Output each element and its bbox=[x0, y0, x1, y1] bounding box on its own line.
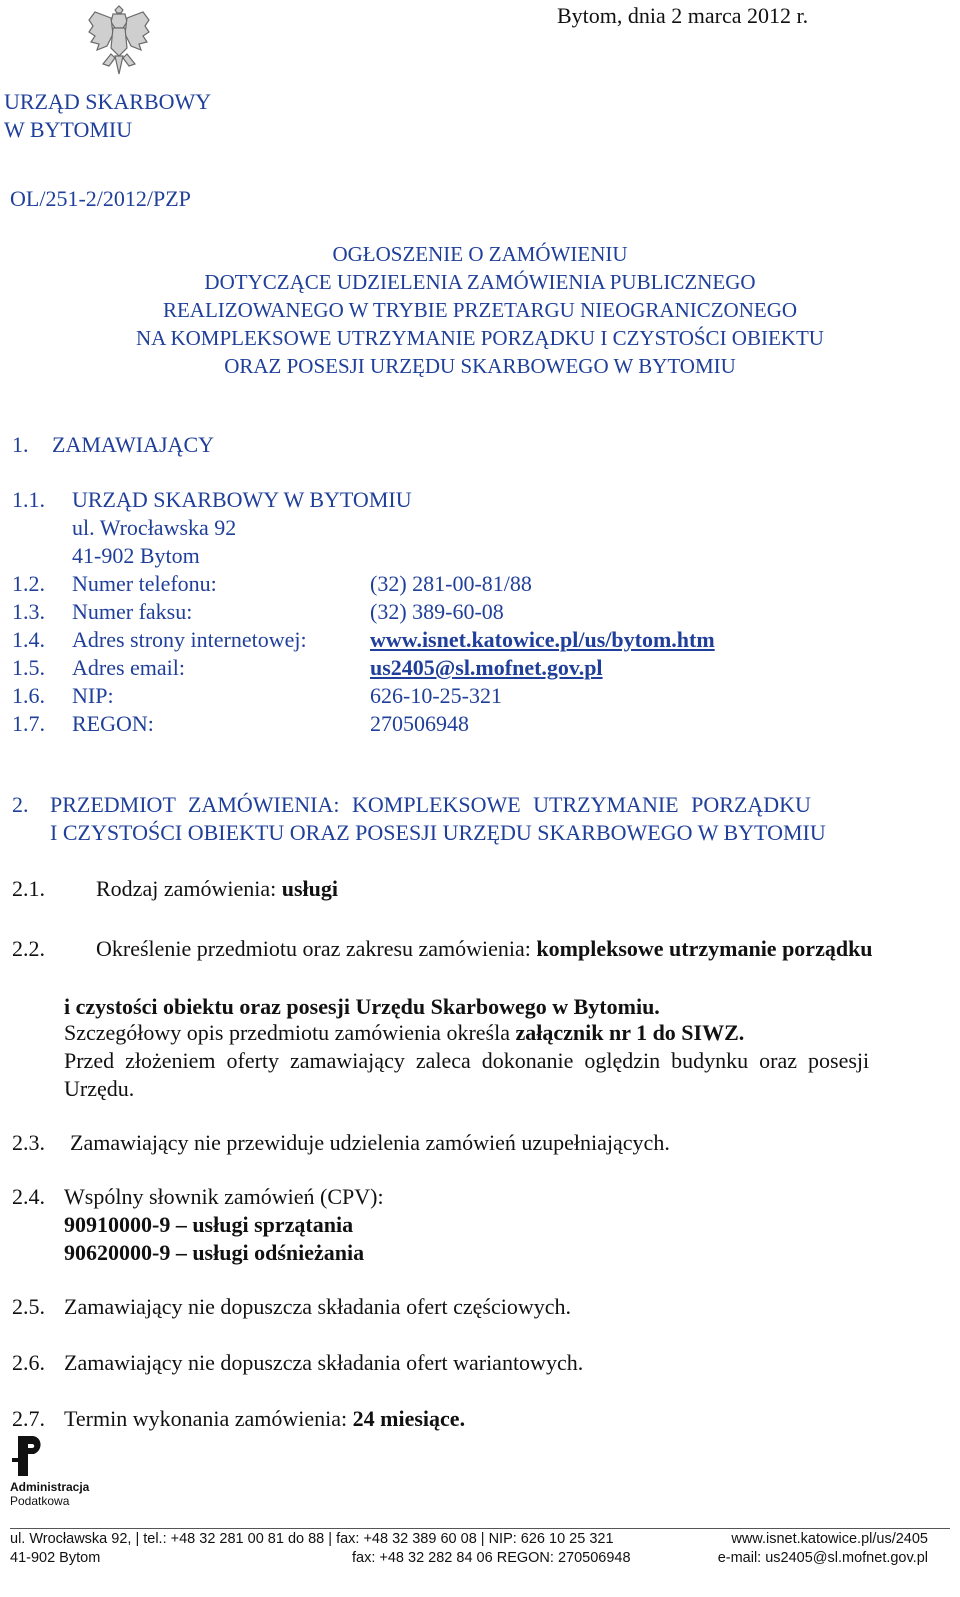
scope-line bbox=[96, 936, 873, 962]
footer-address-line1: ul. Wrocławska 92, | tel.: +48 32 281 00 81 do 88 | fax: +48 32 389 60 08 | NIP: 626 10 25 321 bbox=[10, 1531, 614, 1547]
footer-email: e-mail: us2405@sl.mofnet.gov.pl bbox=[717, 1550, 928, 1566]
scope-detail-attachment: załącznik nr 1 do SIWZ. bbox=[515, 1020, 745, 1045]
s26-text: Zamawiający nie dopuszcza składania ofert wariantowych. bbox=[64, 1350, 584, 1375]
scope-detail-text: Szczegółowy opis przedmiotu zamówienia określa bbox=[64, 1020, 510, 1045]
scope-label: Określenie przedmiotu oraz zakresu zamówienia: bbox=[96, 936, 531, 961]
fax-label: Numer faksu: bbox=[72, 599, 193, 624]
regon-label: REGON: bbox=[72, 711, 154, 736]
s25-number: 2.5. bbox=[12, 1294, 45, 1319]
website-link[interactable]: www.isnet.katowice.pl/us/bytom.htm bbox=[370, 627, 715, 652]
cpv-code-2: 90620000-9 – usługi odśnieżania bbox=[64, 1240, 365, 1265]
section2-heading-line2: I CZYSTOŚCI OBIEKTU ORAZ POSESJI URZĘDU SKARBOWEGO W BYTOMIU bbox=[50, 820, 826, 845]
order-type bbox=[96, 876, 338, 902]
regon-value: 270506948 bbox=[370, 711, 469, 736]
s23-text: Zamawiający nie przewiduje udzielenia zamówień uzupełniających. bbox=[70, 1130, 670, 1155]
email-label: Adres email: bbox=[72, 655, 186, 680]
order-type-value: usługi bbox=[281, 876, 338, 901]
phone-value: (32) 281-00-81/88 bbox=[370, 571, 532, 596]
nip-value: 626-10-25-321 bbox=[370, 683, 502, 708]
s26-number: 2.6. bbox=[12, 1350, 45, 1375]
logo-text-line1: Administracja bbox=[10, 1480, 90, 1494]
scope-value-continued: i czystości obiektu oraz posesji Urzędu Skarbowego w Bytomiu. bbox=[64, 994, 660, 1019]
term-value: 24 miesiące. bbox=[352, 1406, 466, 1431]
scope-detail bbox=[64, 1020, 744, 1046]
row-num: 1.5. bbox=[12, 655, 45, 680]
row-num: 1.2. bbox=[12, 571, 45, 596]
site-visit-line1: Przed złożeniem oferty zamawiający zaleca dokonanie oględzin budynku oraz posesji bbox=[64, 1048, 870, 1073]
term-line bbox=[64, 1406, 465, 1432]
title-line-4: NA KOMPLEKSOWE UTRZYMANIE PORZĄDKU I CZYSTOŚCI OBIEKTU bbox=[136, 326, 824, 350]
email-link[interactable]: us2405@sl.mofnet.gov.pl bbox=[370, 655, 603, 680]
office-name-line1: URZĄD SKARBOWY bbox=[4, 89, 212, 114]
office-name-line2: W BYTOMIU bbox=[4, 117, 133, 142]
document-date: Bytom, dnia 2 marca 2012 r. bbox=[557, 3, 809, 28]
row-num: 1.7. bbox=[12, 711, 45, 736]
s25-text: Zamawiający nie dopuszcza składania ofert częściowych. bbox=[64, 1294, 571, 1319]
nip-label: NIP: bbox=[72, 683, 114, 708]
title-line-5: ORAZ POSESJI URZĘDU SKARBOWEGO W BYTOMIU bbox=[224, 354, 736, 378]
title-line-1: OGŁOSZENIE O ZAMÓWIENIU bbox=[332, 242, 628, 266]
s23-number: 2.3. bbox=[12, 1130, 45, 1155]
s27-number: 2.7. bbox=[12, 1406, 45, 1431]
contracting-street: ul. Wrocławska 92 bbox=[72, 515, 237, 540]
site-visit-line2: Urzędu. bbox=[64, 1076, 135, 1101]
reference-number: OL/251-2/2012/PZP bbox=[10, 186, 191, 211]
fax-value: (32) 389-60-08 bbox=[370, 599, 504, 624]
scope-value: kompleksowe utrzymanie porządku bbox=[536, 936, 873, 961]
section1-number: 1. bbox=[12, 432, 29, 457]
footer-address-line2: 41-902 Bytom bbox=[10, 1550, 101, 1566]
term-label: Termin wykonania zamówienia: bbox=[64, 1406, 348, 1431]
footer-divider bbox=[10, 1528, 950, 1529]
s22-number: 2.2. bbox=[12, 936, 45, 961]
section2-heading-line1: PRZEDMIOT ZAMÓWIENIA: KOMPLEKSOWE UTRZYMANIE PORZĄDKU bbox=[50, 792, 811, 817]
cpv-code-1: 90910000-9 – usługi sprzątania bbox=[64, 1212, 354, 1237]
row-num: 1.6. bbox=[12, 683, 45, 708]
order-type-label: Rodzaj zamówienia: bbox=[96, 876, 277, 901]
logo-text-line2: Podatkowa bbox=[10, 1494, 70, 1508]
s21-number: 2.1. bbox=[12, 876, 45, 901]
title-line-3: REALIZOWANEGO W TRYBIE PRZETARGU NIEOGRANICZONEGO bbox=[162, 298, 798, 322]
phone-label: Numer telefonu: bbox=[72, 571, 217, 596]
row-num: 1.4. bbox=[12, 627, 45, 652]
footer-fax-regon: fax: +48 32 282 84 06 REGON: 270506948 bbox=[352, 1550, 631, 1566]
row-num: 1.3. bbox=[12, 599, 45, 624]
s24-number: 2.4. bbox=[12, 1184, 45, 1209]
website-label: Adres strony internetowej: bbox=[72, 627, 307, 652]
contracting-name: URZĄD SKARBOWY W BYTOMIU bbox=[72, 487, 412, 512]
footer-website: www.isnet.katowice.pl/us/2405 bbox=[731, 1531, 928, 1547]
section1-heading: ZAMAWIAJĄCY bbox=[52, 432, 215, 457]
announcement-title bbox=[0, 240, 960, 380]
contracting-city: 41-902 Bytom bbox=[72, 543, 200, 568]
tax-administration-logo-icon bbox=[10, 1432, 46, 1480]
contracting-name-number: 1.1. bbox=[12, 487, 45, 512]
emblem-eagle-icon bbox=[85, 4, 153, 78]
title-line-2: DOTYCZĄCE UDZIELENIA ZAMÓWIENIA PUBLICZNEGO bbox=[204, 270, 756, 294]
section2-number: 2. bbox=[12, 792, 29, 817]
cpv-label: Wspólny słownik zamówień (CPV): bbox=[64, 1184, 384, 1209]
